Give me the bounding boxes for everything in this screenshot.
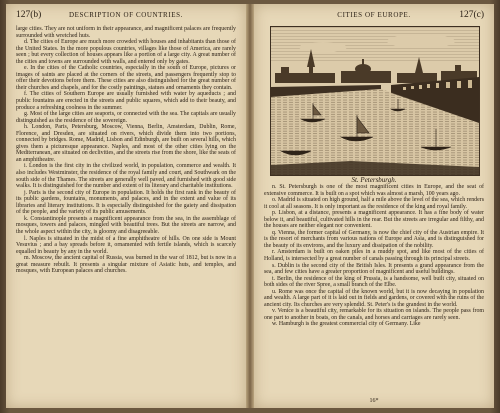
paragraph: m. Moscow, the ancient capital of Russia, was burned in the war of 1812, but is now in a great measure rebuilt. It presents a singular mixture of Asiatic huts, and temples, and mosques, with European palaces and churches.	[16, 255, 236, 275]
left-page-number: 127(b)	[16, 10, 42, 20]
paragraph: j. Paris is the second city of Europe in population. It holds the first rank in the beauty of its public gardens, fountains, monuments, and palaces, and in the extent and value of its libraries and literary institutions. It is especially distinguished for the gaiety and dissipation of the people, and the variety of its public amusements.	[16, 189, 236, 216]
paragraph: q. Vienna, the former capital of Germany, is now the chief city of the Austrian empire. It is the resort of merchants from various nations of Europe and Asia, and is distinguished for the beauty of its environs, and the luxury and dissipation of the nobility.	[264, 229, 484, 249]
paragraph: f. The cities of Southern Europe are usually furnished with water by aqueducts ; and public fountains are erected in the streets and public squares, which add to their beauty, and produce a refreshing coolness in the summer.	[16, 91, 236, 111]
figure-caption: St. Petersburgh.	[351, 176, 397, 184]
paragraph: n. St. Petersburgh is one of the most magnificent cities in Europe, and the seat of extensive commerce. It is built on a spot which was almost a marsh, 100 years ago.	[264, 184, 484, 197]
left-page	[6, 4, 246, 408]
paragraph: w. Hamburgh is the greatest commercial city of Germany. Like	[272, 321, 421, 328]
paragraph: s. Dublin is the second city of the British Isles. It presents a grand appearance from the sea, and few cities have a greater proportion of magnificent and useful buildings.	[264, 262, 484, 276]
right-page-number: 127(c)	[459, 10, 484, 20]
paragraph: d. The cities of Europe are much more crowded with houses and inhabitants than those of the United States. In the more populous countries, villages like those of America, are rarely seen ; but every collection of houses appears like a portion of a large city. A great number of the cities and towns are surrounded with walls, and entered only by gates.	[16, 39, 236, 65]
right-page-header	[264, 9, 484, 21]
left-body-text	[16, 26, 236, 275]
paragraph: i. London is the first city in the civilized world, in population, commerce and wealth. It also includes Westminster, the residence of the royal family and court, and Southwark on the south side of the Thames. The streets are generally well paved, and furnished with good side walks. It is distinguished for the number and extent of its literary and charitable institutions.	[16, 163, 236, 190]
right-body-text	[264, 184, 484, 328]
paragraph: u. Rome was once the capital of the known world, but it is now decaying in population and wealth. A large part of it is laid out in fields and gardens, or covered with the ruins of the ancient city. Its churches are very splendid. St. Peter's is the grandest in the world.	[264, 288, 484, 308]
paragraph: h. London, Paris, Petersburg, Moscow, Vienna, Berlin, Amsterdam, Dublin, Rome, Florence, and Dresden, are situated on rivers, which divide them into two portions, connected by bridges. Rome, Madrid, Lisbon and Edinburgh, are built on several hills, which gives them a picturesque appearance. Naples, and most of the other cities lying on the Mediterranean, are situated on declivities, and the streets rise from the shore, like the seats of an amphitheatre.	[16, 124, 236, 163]
paragraph: r. Amsterdam is built on oaken piles in a muddy spot, and like most of the cities of Holland, is intersected by a great number of canals passing through its principal streets.	[264, 249, 484, 263]
page-signature: 16*	[369, 398, 379, 404]
paragraph: t. Berlin, the residence of the king of Prussia, is a handsome, well built city, situated on both sides of the river Spree, a small branch of the Elbe.	[264, 275, 484, 289]
paragraph: g. Most of the large cities are seaports, or connected with the sea. The capitals are usually distinguished as the residence of the sovereign.	[16, 111, 236, 124]
paragraph: o. Madrid is situated on high ground, half a mile above the level of the sea, which renders it cool at all seasons. It is only important as the residence of the king and royal family.	[264, 197, 484, 210]
paragraph: large cities. They are not uniform in their appearance, and magnificent palaces are frequently surrounded with wretched huts.	[16, 26, 236, 39]
right-running-title: CITIES OF EUROPE.	[337, 11, 411, 19]
st-petersburgh-engraving	[270, 26, 480, 176]
paragraph: p. Lisbon, at a distance, presents a magnificent appearance. It has a fine body of water below it, and beautiful, cultivated hills in the rear. But the streets are irregular and filthy, and the houses are neither elegant nor convenient.	[264, 210, 484, 230]
left-running-title: DESCRIPTION OF COUNTRIES.	[69, 11, 183, 19]
paragraph: l. Naples is situated in the midst of a fine amphitheatre of hills. On one side is Mount Vesuvius ; and a bay spreads before it, ornamented with fertile islands, which is scarcely equalled in beauty by any in the world.	[16, 235, 236, 255]
paragraph: e. In the cities of the Catholic countries, especially in the south of Europe, pictures or images of saints are placed at the corners of the streets, and passengers frequently stop to offer their devotions before them. These cities are also distinguished for the great number of their churches and chapels, and for the costly paintings, statues and ornaments they contain.	[16, 65, 236, 91]
left-page-header	[16, 9, 236, 21]
paragraph: k. Constantinople presents a magnificent appearance from the sea, in the assemblage of mosques, towers and palaces, mingled with beautiful trees. But the streets are narrow, and the whole aspect within the city, is gloomy and disagreeable.	[16, 215, 236, 235]
book-gutter	[246, 4, 254, 408]
right-page	[254, 4, 494, 408]
paragraph: v. Venice is a beautiful city, remarkable for its situation on islands. The people pass from one part to another in boats, on the canals, and horses and carriages are rarely seen.	[264, 308, 484, 321]
